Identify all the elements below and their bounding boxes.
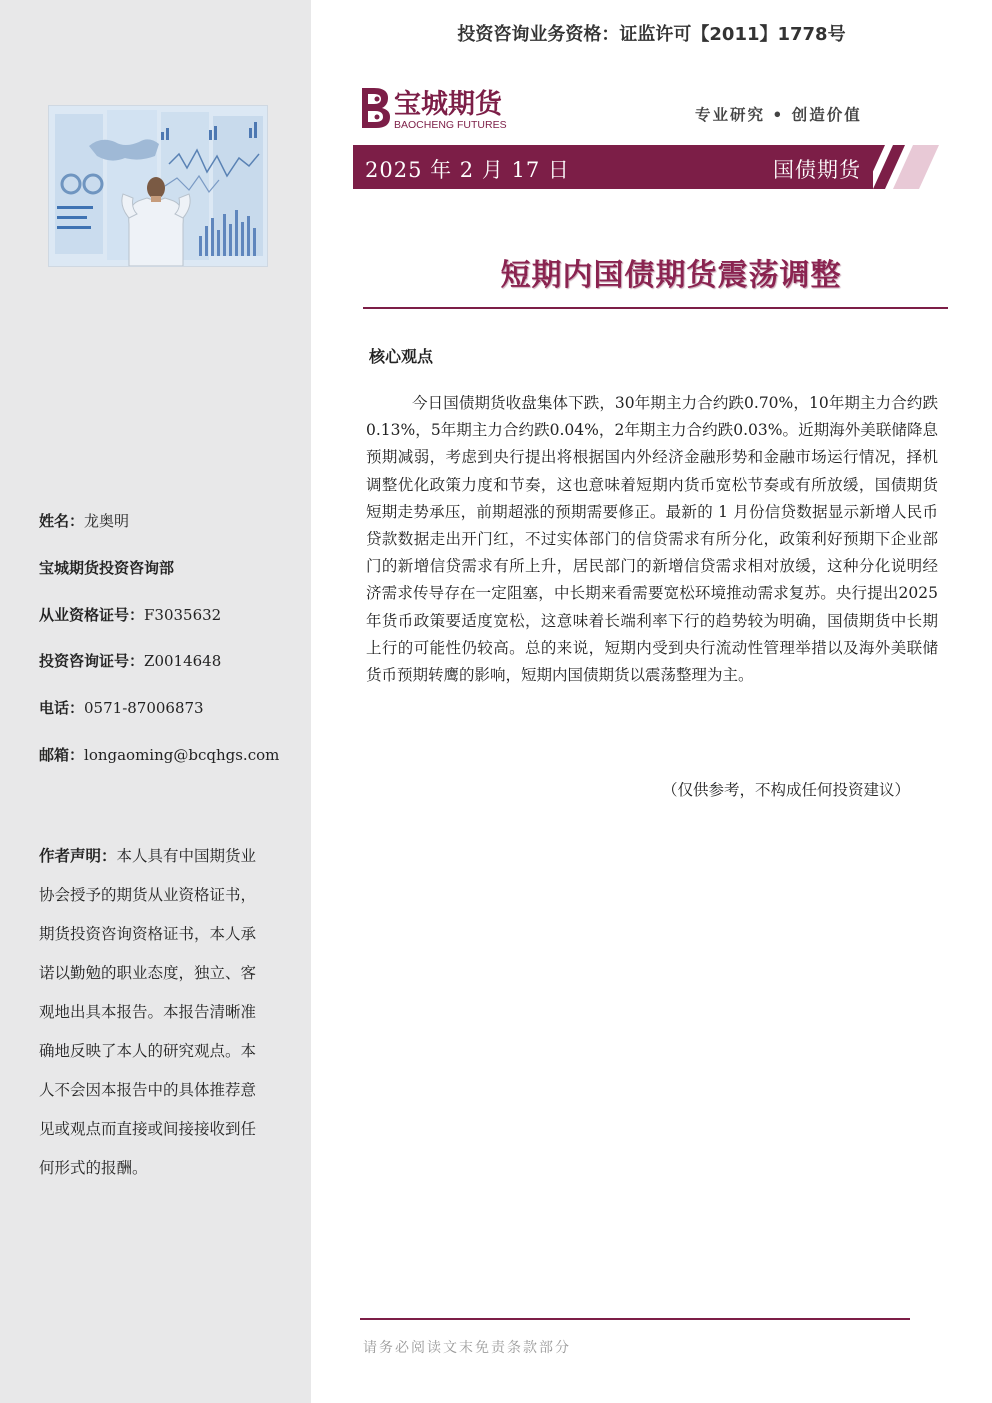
author-department-row (39, 557, 174, 579)
report-date: 2025 年 2 月 17 日 (365, 158, 570, 182)
report-category: 国债期货 (773, 158, 861, 182)
footer-divider (360, 1318, 910, 1320)
company-logo (356, 84, 526, 138)
author-email: longaoming@bcqhgs.com (84, 746, 280, 764)
author-name-label: 姓名： (39, 512, 85, 530)
author-name: 龙奥明 (84, 512, 130, 530)
logo-cn: 宝城期货 (394, 89, 502, 120)
logo-en: BAOCHENG FUTURES (394, 119, 507, 131)
author-phone: 0571-87006873 (84, 699, 204, 717)
report-body: 今日国债期货收盘集体下跌，30年期主力合约跌0.70%，10年期主力合约跌0.13%，5年期主力合约跌0.04%，2年期主力合约跌0.03%。近期海外美联储降息预期减弱，考虑到央行提出将根据国内外经济金融形势和金融市场运行情况，择机调整优化政策力度和节奏，这也意味着短期内货币宽松节奏或有所放缓，国债期货短期走势承压，前期超涨的预期需要修正。最新的 1 月份信贷数据显示新增人民币贷款数据走出开门红，不过实体部门的信贷需求有所分化，政策利好预期下企业部门的新增信贷需求有所上升，居民部门的新增信贷需求相对放缓，这种分化说明经济需求传导存在一定阻塞，中长期来看需要宽松环境推动需求复苏。央行提出2025年货币政策要适度宽松，这意味着长端利率下行的趋势较为明确，国债期货中长期上行的可能性仍较高。总的来说，短期内受到央行流动性管理举措以及海外美联储货币预期转鹰的影响，短期内国债期货以震荡整理为主。 (366, 394, 938, 685)
author-cert-label: 从业资格证号： (39, 606, 145, 624)
author-advisory-label: 投资咨询证号： (39, 652, 145, 670)
author-email-label: 邮箱： (39, 746, 85, 764)
title-divider (363, 307, 948, 309)
author-advisory: Z0014648 (144, 652, 222, 670)
declaration-text: 本人具有中国期货业协会授予的期货从业资格证书，期货投资咨询资格证书，本人承诺以勤勉的职业态度，独立、客观地出具本报告。本报告清晰准确地反映了本人的研究观点。本人不会因本报告中的具体推荐意见或观点而直接或间接接收到任何形式的报酬。 (39, 847, 257, 1177)
logo-mark-icon (356, 84, 526, 134)
footer-note: 请务必阅读文末免责条款部分 (363, 1340, 571, 1356)
slogan: 专业研究 • 创造价值 (695, 105, 862, 124)
section-label: 核心观点 (369, 347, 434, 366)
report-title: 短期内国债期货震荡调整 (500, 258, 842, 293)
author-declaration (39, 837, 271, 1188)
author-cert: F3035632 (144, 606, 222, 624)
disclaimer: （仅供参考，不构成任何投资建议） (662, 781, 911, 799)
sidebar (0, 0, 311, 1403)
hero-illustration (49, 106, 267, 266)
author-advisory-row (39, 650, 221, 672)
hero-image (48, 105, 268, 267)
author-department: 宝城期货投资咨询部 (39, 559, 175, 577)
author-phone-label: 电话： (39, 699, 85, 717)
author-email-row (39, 744, 279, 766)
license-header: 投资咨询业务资格：证监许可【2011】1778号 (457, 24, 846, 45)
author-phone-row (39, 697, 204, 719)
author-name-row (39, 510, 129, 532)
date-banner (353, 145, 873, 189)
banner-stripes-icon (853, 145, 943, 189)
author-cert-row (39, 604, 221, 626)
declaration-label: 作者声明： (39, 847, 117, 865)
